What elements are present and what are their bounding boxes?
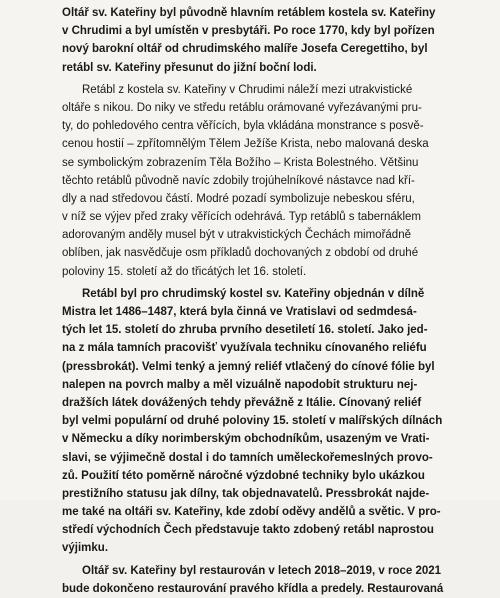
text-line: oltáře s nikou. Do niky ve středu retáblu orámované vyřezávanými pru- xyxy=(62,101,422,114)
text-line: Mistra let 1486–1487, která byla činná ve Vratislavi od sedmdesá- xyxy=(62,306,417,318)
text-line: na z mála tamních pracovišť využívala techniku cínovaného reliéfu xyxy=(62,342,427,355)
paragraph xyxy=(62,562,444,598)
text-line: dražších látek dovážených tehdy převážně z Itálie. Cínovaný reliéf xyxy=(62,396,422,409)
text-line: Oltář sv. Kateřiny byl restaurován v letech 2018–2019, v roce 2021 xyxy=(82,564,442,577)
text-line: me také na oltáři sv. Kateřiny, kde zdobí oděvy andělů a světic. V pro- xyxy=(62,506,441,519)
text-line: nalepen na povrch malby a měl vizuálně napodobit strukturu nej- xyxy=(62,378,418,391)
text-line: (pressbrokát). Velmi tenký a jemný reliéf vtlačený do cínové fólie byl xyxy=(62,360,435,373)
text-line: se symbolickým zobrazením Těla Božího – Krista Bolestného. Většinu xyxy=(62,156,419,169)
text-line: Retábl z kostela sv. Kateřiny v Chrudimi náleží mezi utrakvistické xyxy=(82,83,413,96)
text-line: v Chrudimi a byl umístěn v presbytáři. Po roce 1770, kdy byl pořízen xyxy=(62,25,435,38)
text-line: středí východních Čech představuje takto zdobený retábl naprostou xyxy=(62,524,434,537)
paragraph xyxy=(62,81,430,281)
text-line: zů. Použití této poměrně náročné výzdobné techniky bylo ukázkou xyxy=(62,469,425,482)
text-line: Oltář sv. Kateřiny byl původně hlavním retáblem kostela sv. Kateřiny xyxy=(62,7,436,19)
text-line: nový barokní oltář od chrudimského malíře Josefa Ceregettiho, byl xyxy=(62,43,428,56)
text-line: retábl sv. Kateřiny přesunut do jižní boční lodi. xyxy=(62,61,317,74)
text-column xyxy=(62,4,444,598)
text-line: tých let 15. století do zhruba prvního desetiletí 16. století. Jako jed- xyxy=(62,324,428,337)
text-line: v Německu a díky norimberským obchodníkům, usazeným ve Vrati- xyxy=(62,433,430,446)
text-line: poloviny 15. století až do třicátých let 16. století. xyxy=(62,265,307,278)
text-line: dly a nad středovou částí. Modré pozadí symbolizuje nebeskou sféru, xyxy=(62,192,415,205)
paragraph xyxy=(62,285,443,558)
text-line: v níž se výjev před zraky věřících odehrává. Typ retáblů s tabernáklem xyxy=(62,211,422,224)
text-line: oblíben, jak nasvědčuje osm příkladů dochovaných z období od druhé xyxy=(62,247,419,260)
text-line: ty, do pohledového centra věřících, byla vkládána monstrance s posvě- xyxy=(62,120,424,133)
text-line: adorovaným anděly musel být v utrakvistických Čechách mimořádně xyxy=(62,229,411,242)
text-line: prestižního statusu jak dílny, tak objednavatelů. Pressbrokát najde- xyxy=(62,487,430,500)
text-line: cenou hostií – zpřítomnělým Tělem Ježíše Krista, nebo malovaná deska xyxy=(62,138,429,151)
text-line: těchto retáblů původně navíc zdobily trojúhelníkové nástavce nad kří- xyxy=(62,174,415,187)
text-line: bude dokončeno restaurování pravého křídla a predely. Restaurovaná xyxy=(62,582,444,595)
paragraph xyxy=(62,4,436,77)
text-line: Retábl byl pro chrudimský kostel sv. Kateřiny objednán v dílně xyxy=(82,287,425,300)
text-line: slavi, se výjimečně dostal i do tamních uměleckořemeslných provo- xyxy=(62,451,433,464)
text-line: výjimku. xyxy=(62,542,109,555)
text-line: byl velmi populární od druhé poloviny 15. století v malířských dílnách xyxy=(62,415,443,428)
